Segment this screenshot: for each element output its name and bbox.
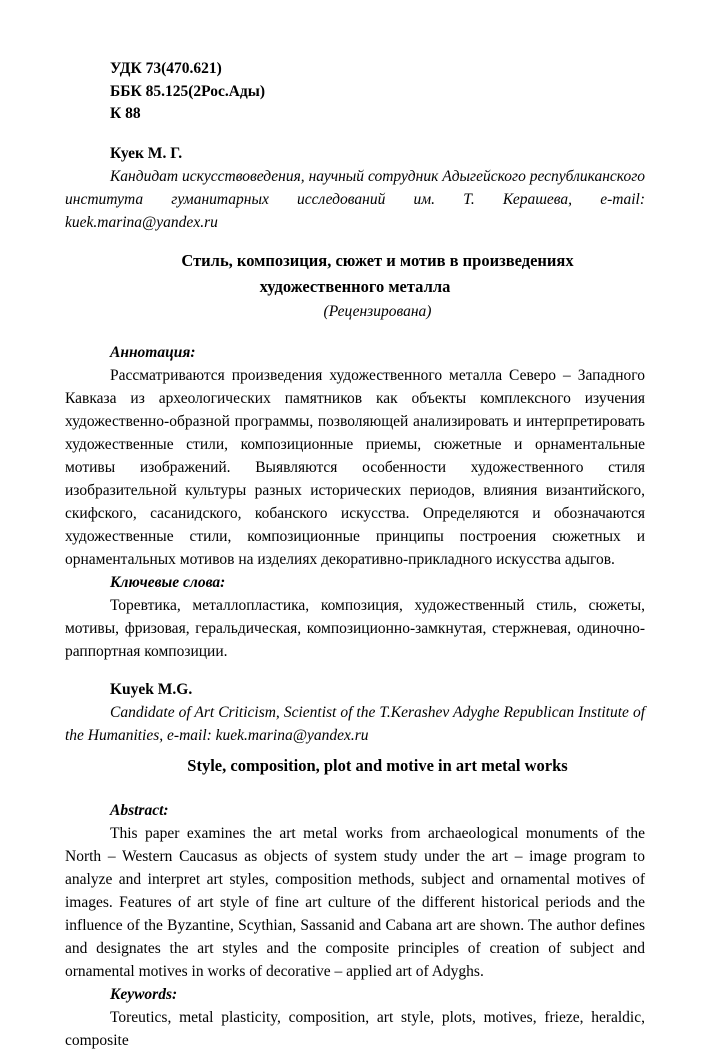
keywords-label-russian: Ключевые слова:	[110, 573, 226, 591]
author-sign-code: К 88	[110, 105, 141, 122]
annotation-label-russian: Аннотация:	[110, 343, 196, 361]
abstract-label-english: Abstract:	[110, 801, 169, 819]
reviewed-note: (Рецензирована)	[323, 302, 432, 320]
paper-title-russian-line2: художественного металла	[259, 276, 451, 296]
author-affiliation-english: Candidate of Art Criticism, Scientist of the T.Kerashev Adyghe Republican Institute of the Humanities, e-mail: kuek.marina@yandex.ru	[65, 703, 645, 744]
author-affiliation-russian: Кандидат искусствоведения, научный сотрудник Адыгейского республиканского института гуманитарных исследований им. Т. Керашева, e-mail: kuek.marina@yandex.ru	[65, 167, 645, 231]
title-block-russian	[65, 248, 645, 324]
front-matter-block	[65, 58, 645, 126]
keywords-text-english: Toreutics, metal plasticity, composition, art style, plots, motives, frieze, heraldic, composite	[65, 1008, 645, 1049]
paper-title-russian-line1: Стиль, композиция, сюжет и мотив в произведениях	[181, 250, 574, 270]
annotation-text-russian: Рассматриваются произведения художественного металла Северо – Западного Кавказа из археологических памятников как объекты комплексного изучения художественно-образной программы, позволяющей анализировать и интерпретировать художественные стили, композиционные приемы, сюжетные и орнаментальные мотивы изображений. Выявляются особенности художественного стиля изобразительной культуры разных исторических периодов, влияния византийского, скифского, сасанидского, кобанского искусства. Определяются и обозначаются художественные стили, композиционные принципы построения сюжетных и орнаментальных мотивов на изделиях декоративно-прикладного искусства адыгов.	[65, 366, 645, 568]
keywords-text-russian: Торевтика, металлопластика, композиция, художественный стиль, сюжеты, мотивы, фризовая, геральдическая, композиционно-замкнутая, стержневая, одиночно- раппортная композиции.	[65, 596, 645, 660]
english-section	[65, 678, 645, 1052]
bbk-code: ББК 85.125(2Рос.Ады)	[110, 82, 266, 100]
russian-abstract-section	[65, 341, 645, 663]
keywords-label-english: Keywords:	[110, 985, 178, 1003]
author-name-russian: Куек М. Г.	[110, 144, 183, 162]
paper-title-english: Style, composition, plot and motive in art metal works	[187, 755, 568, 775]
author-name-english: Kuyek M.G.	[110, 680, 193, 698]
abstract-text-english: This paper examines the art metal works from archaeological monuments of the North – Western Caucasus as objects of system study under the art – image program to analyze and interpret art styles, composition methods, subject and ornamental motives of images. Features of art style of fine art culture of the different historical periods and the influence of the Byzantine, Scythian, Sassanid and Cabana art are shown. The author defines and designates the art styles and the composite principles of creation of subject and ornamental motives in works of decorative – applied art of Adyghs.	[65, 824, 645, 980]
udk-code: УДК 73(470.621)	[110, 60, 222, 77]
